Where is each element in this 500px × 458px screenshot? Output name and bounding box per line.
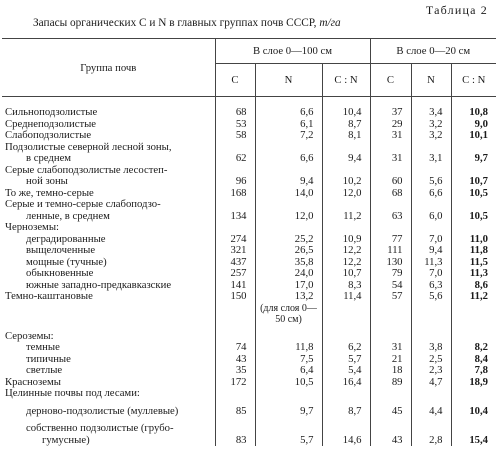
cell: 35,8 xyxy=(255,257,322,269)
cell xyxy=(370,199,411,211)
cell: 85 xyxy=(215,406,255,418)
cell: 10,1 xyxy=(451,130,496,142)
cell: 4,4 xyxy=(411,406,451,418)
cell xyxy=(255,388,322,400)
cell: 8,1 xyxy=(322,130,370,142)
header-cn-20: C : N xyxy=(451,64,496,97)
cell: 11,3 xyxy=(411,257,451,269)
row-label: в среднем xyxy=(26,153,72,164)
table-caption xyxy=(33,17,341,29)
cell: 18,9 xyxy=(451,377,496,389)
row-label: темные xyxy=(26,342,60,353)
cell: 83 xyxy=(215,435,255,447)
row-label: То же, темно-серые xyxy=(5,187,94,199)
cell: 14,0 xyxy=(255,188,322,200)
cell: 3,2 xyxy=(411,130,451,142)
cell: 7,2 xyxy=(255,130,322,142)
cell: 6,2 xyxy=(322,342,370,354)
header-cn-100: C : N xyxy=(322,64,370,97)
row-label: Целинные почвы под лесами: xyxy=(5,388,140,399)
table-row xyxy=(2,388,496,400)
table-row xyxy=(2,268,496,280)
table-number: Таблица 2 xyxy=(425,3,488,17)
row-label: светлые xyxy=(26,365,63,376)
cell: 58 xyxy=(215,130,255,142)
row-label: Подзолистые северной лесной зоны, xyxy=(5,141,172,153)
row-label: выщелоченные xyxy=(26,245,96,256)
cell: 2,8 xyxy=(411,435,451,447)
table-row xyxy=(2,153,496,165)
cell: 43 xyxy=(370,435,411,447)
cell: 5,6 xyxy=(411,176,451,188)
cell: 11,0 xyxy=(451,234,496,246)
cell xyxy=(322,222,370,234)
cell: 16,4 xyxy=(322,377,370,389)
cell: 3,8 xyxy=(411,342,451,354)
cell: 29 xyxy=(370,119,411,131)
cell: 26,5 xyxy=(255,245,322,257)
cell: 15,4 xyxy=(451,435,496,447)
cell: 3,4 xyxy=(411,107,451,119)
row-label: южные западно-предкавказские xyxy=(26,279,172,291)
cell: 14,6 xyxy=(322,435,370,447)
cell: 31 xyxy=(370,342,411,354)
row-label: Серые и темно-серые слабоподзо- xyxy=(5,199,161,210)
cell: 5,6 xyxy=(411,291,451,303)
table-row xyxy=(2,423,496,435)
data-table xyxy=(2,38,496,446)
cell: 10,8 xyxy=(451,107,496,119)
caption-text: Запасы органических C и N в главных группах почв СССР, xyxy=(33,17,317,29)
cell: 10,4 xyxy=(322,107,370,119)
cell: 150 xyxy=(215,291,255,303)
cell xyxy=(215,165,255,177)
table-row xyxy=(2,291,496,303)
table-row xyxy=(2,176,496,188)
cell: 8,6 xyxy=(451,280,496,292)
row-label: Серые слабоподзолистые лесостеп- xyxy=(5,164,168,176)
row-label: гумусные) xyxy=(42,434,90,446)
cell: 12,0 xyxy=(322,188,370,200)
cell: 257 xyxy=(215,268,255,280)
cell: 8,7 xyxy=(322,406,370,418)
cell: 13,2 xyxy=(255,291,322,303)
cell xyxy=(215,199,255,211)
cell xyxy=(451,222,496,234)
cell xyxy=(370,222,411,234)
cell: 21 xyxy=(370,354,411,366)
table-row xyxy=(2,130,496,142)
row-label: Красноземы xyxy=(5,376,61,388)
cell: 10,5 xyxy=(451,188,496,200)
row-label: Черноземы: xyxy=(5,222,59,233)
cell xyxy=(215,423,255,435)
row-label: ленные, в среднем xyxy=(26,210,110,222)
header-c-100: C xyxy=(215,64,255,97)
cell xyxy=(411,222,451,234)
table-row xyxy=(2,280,496,292)
cell xyxy=(451,423,496,435)
row-label: Среднеподзолистые xyxy=(5,118,97,130)
cell: 6,6 xyxy=(411,188,451,200)
cell: 6,6 xyxy=(255,153,322,165)
cell: 8,4 xyxy=(451,354,496,366)
caption-unit: т/га xyxy=(319,17,341,29)
cell xyxy=(451,142,496,154)
cell: 9,4 xyxy=(255,176,322,188)
cell: 96 xyxy=(215,176,255,188)
table-row xyxy=(2,257,496,269)
table-row xyxy=(2,222,496,234)
header-c-20: C xyxy=(370,64,411,97)
header-layer-20: В слое 0—20 см xyxy=(370,39,496,64)
cell: 6,6 xyxy=(255,107,322,119)
cell: 141 xyxy=(215,280,255,292)
cell: 10,9 xyxy=(322,234,370,246)
cell: 35 xyxy=(215,365,255,377)
cell: 134 xyxy=(215,211,255,223)
table-body xyxy=(2,97,496,447)
cell: 130 xyxy=(370,257,411,269)
cell: 31 xyxy=(370,153,411,165)
row-label: мощные (тучные) xyxy=(26,256,107,268)
table-row xyxy=(2,119,496,131)
table-row xyxy=(2,354,496,366)
cell: 7,0 xyxy=(411,234,451,246)
cell xyxy=(215,142,255,154)
row-label: Слабоподзолистые xyxy=(5,130,92,141)
cell: 53 xyxy=(215,119,255,131)
cell: 8,3 xyxy=(322,280,370,292)
cell: 274 xyxy=(215,234,255,246)
cell xyxy=(322,423,370,435)
cell xyxy=(255,199,322,211)
cell xyxy=(370,142,411,154)
cell: 74 xyxy=(215,342,255,354)
row-label: Сероземы: xyxy=(5,330,54,342)
table-row xyxy=(2,107,496,119)
cell: 11,2 xyxy=(451,291,496,303)
cell: 3,1 xyxy=(411,153,451,165)
table-row xyxy=(2,142,496,154)
table-row xyxy=(2,188,496,200)
cell: 9,4 xyxy=(322,153,370,165)
table-row xyxy=(2,435,496,447)
cell: 6,4 xyxy=(255,365,322,377)
cell: 321 xyxy=(215,245,255,257)
cell xyxy=(255,222,322,234)
cell xyxy=(215,222,255,234)
cell: 63 xyxy=(370,211,411,223)
cell xyxy=(215,331,255,343)
row-label: ной зоны xyxy=(26,176,68,187)
cell: 12,0 xyxy=(255,211,322,223)
table-row xyxy=(2,365,496,377)
cell: 12,2 xyxy=(322,245,370,257)
table-row xyxy=(2,234,496,246)
table-row xyxy=(2,165,496,177)
cell: 4,7 xyxy=(411,377,451,389)
cell: 168 xyxy=(215,188,255,200)
cell: 2,5 xyxy=(411,354,451,366)
cell: 54 xyxy=(370,280,411,292)
cell: 8,7 xyxy=(322,119,370,131)
cell: 17,0 xyxy=(255,280,322,292)
header-n-20: N xyxy=(411,64,451,97)
cell: 43 xyxy=(215,354,255,366)
cell xyxy=(411,423,451,435)
layer-note: (для слоя 0—50 см) xyxy=(255,303,322,325)
cell: 10,7 xyxy=(322,268,370,280)
cell: 172 xyxy=(215,377,255,389)
cell: 2,3 xyxy=(411,365,451,377)
cell xyxy=(322,331,370,343)
header-n-100: N xyxy=(255,64,322,97)
cell: 11,8 xyxy=(451,245,496,257)
cell xyxy=(370,331,411,343)
cell: 68 xyxy=(370,188,411,200)
cell: 6,1 xyxy=(255,119,322,131)
cell: 68 xyxy=(215,107,255,119)
row-label: Сильноподзолистые xyxy=(5,107,98,118)
row-label: дерново-подзолистые (муллевые) xyxy=(26,405,179,417)
cell: 10,2 xyxy=(322,176,370,188)
cell xyxy=(322,199,370,211)
cell: 37 xyxy=(370,107,411,119)
cell: 24,0 xyxy=(255,268,322,280)
cell: 12,2 xyxy=(322,257,370,269)
header-layer-100: В слое 0—100 см xyxy=(215,39,370,64)
cell: 9,0 xyxy=(451,119,496,131)
table-row xyxy=(2,211,496,223)
cell: 3,2 xyxy=(411,119,451,131)
cell: 10,4 xyxy=(451,406,496,418)
cell xyxy=(451,331,496,343)
cell xyxy=(215,388,255,400)
table-header xyxy=(2,39,496,97)
cell xyxy=(370,423,411,435)
cell xyxy=(255,423,322,435)
cell: 11,8 xyxy=(255,342,322,354)
cell: 6,3 xyxy=(411,280,451,292)
cell: 111 xyxy=(370,245,411,257)
cell: 11,2 xyxy=(322,211,370,223)
cell xyxy=(370,388,411,400)
cell: 7,0 xyxy=(411,268,451,280)
cell xyxy=(322,388,370,400)
cell: 6,0 xyxy=(411,211,451,223)
cell: 10,5 xyxy=(451,211,496,223)
table-row xyxy=(2,199,496,211)
cell: 7,5 xyxy=(255,354,322,366)
cell: 5,7 xyxy=(322,354,370,366)
table-row xyxy=(2,303,496,325)
row-label: деградированные xyxy=(26,233,106,245)
header-group: Группа почв xyxy=(2,39,215,97)
table-row xyxy=(2,331,496,343)
cell xyxy=(451,199,496,211)
cell: 10,5 xyxy=(255,377,322,389)
table-row xyxy=(2,406,496,418)
cell: 60 xyxy=(370,176,411,188)
cell: 437 xyxy=(215,257,255,269)
cell: 45 xyxy=(370,406,411,418)
cell: 79 xyxy=(370,268,411,280)
cell: 9,4 xyxy=(411,245,451,257)
cell xyxy=(411,199,451,211)
row-label: собственно подзолистые (грубо- xyxy=(26,423,174,434)
row-label: обыкновенные xyxy=(26,268,94,279)
cell: 5,4 xyxy=(322,365,370,377)
cell: 77 xyxy=(370,234,411,246)
cell: 25,2 xyxy=(255,234,322,246)
cell xyxy=(451,388,496,400)
cell xyxy=(322,142,370,154)
cell: 9,7 xyxy=(451,153,496,165)
table-row xyxy=(2,342,496,354)
cell: 8,2 xyxy=(451,342,496,354)
cell: 57 xyxy=(370,291,411,303)
cell: 10,7 xyxy=(451,176,496,188)
cell: 31 xyxy=(370,130,411,142)
table-row xyxy=(2,245,496,257)
row-label: типичные xyxy=(26,353,71,365)
table-row xyxy=(2,377,496,389)
cell xyxy=(370,165,411,177)
cell: 62 xyxy=(215,153,255,165)
cell: 18 xyxy=(370,365,411,377)
cell: 89 xyxy=(370,377,411,389)
cell xyxy=(411,388,451,400)
cell: 9,7 xyxy=(255,406,322,418)
cell: 11,3 xyxy=(451,268,496,280)
row-label: Темно-каштановые xyxy=(5,291,93,302)
cell: 11,5 xyxy=(451,257,496,269)
cell: 5,7 xyxy=(255,435,322,447)
cell: 11,4 xyxy=(322,291,370,303)
cell: 7,8 xyxy=(451,365,496,377)
